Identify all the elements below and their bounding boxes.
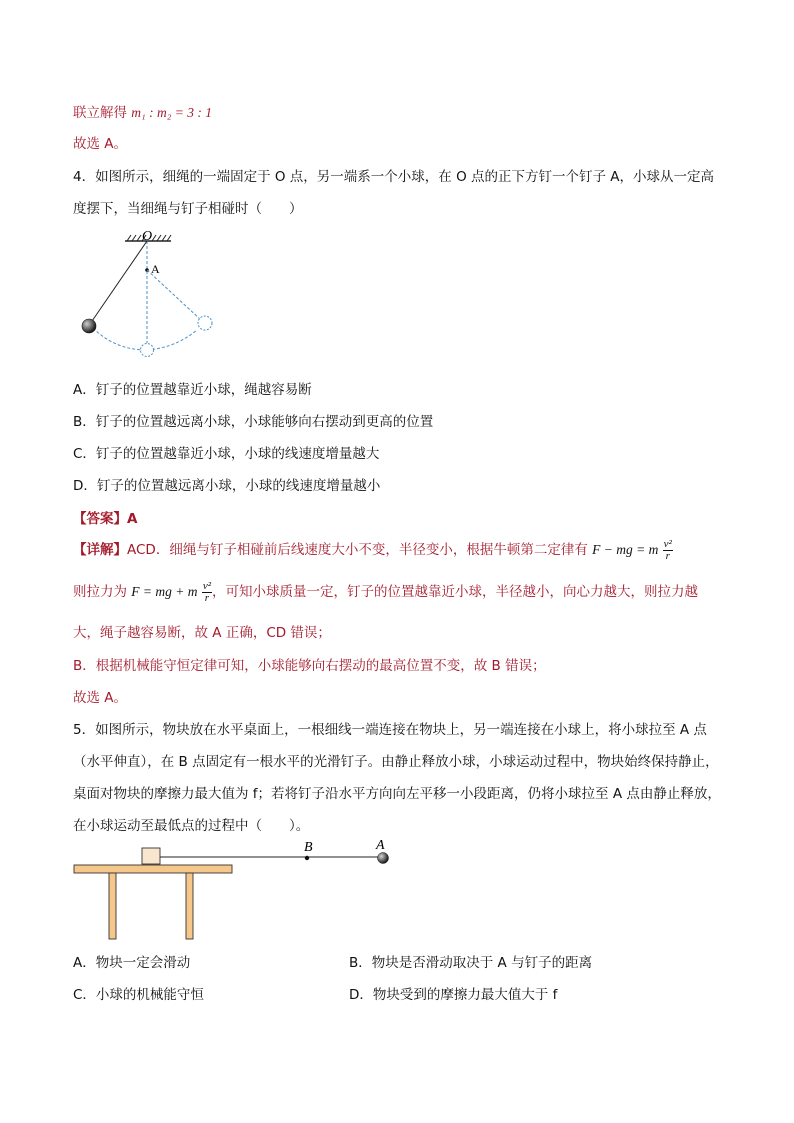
- q4-detail-line-2: [73, 580, 698, 604]
- q4-option-a: A．钉子的位置越靠近小球，绳越容易断: [73, 382, 312, 398]
- prev-line-1-label: 联立解得: [73, 105, 127, 121]
- string: [90, 241, 147, 324]
- prev-line-2: 故选 A。: [73, 136, 128, 152]
- frac-num: v²: [663, 537, 672, 550]
- fraction-v2-r-1: [663, 539, 673, 562]
- q4-stem-line-1: 4．如图所示，细绳的一端固定于 O 点，另一端系一个小球，在 O 点的正下方钉一个钉子 A，小球从一定高: [73, 169, 715, 185]
- prev-line-1: [73, 101, 212, 121]
- q5-stem-line-1: 5．如图所示，物块放在水平桌面上，一根细线一端连接在物块上，另一端连接在小球上，将小球拉至 A 点: [73, 722, 707, 738]
- q5-stem-line-3: 桌面对物块的摩擦力最大值为 f；若将钉子沿水平方向向左平移一小段距离，仍将小球拉至 A 点由静止释放，: [73, 786, 721, 802]
- ball: [378, 853, 389, 864]
- q4-option-b: B．钉子的位置越远离小球，小球能够向右摆动到更高的位置: [73, 414, 434, 430]
- frac-den: r: [204, 591, 210, 604]
- pendulum-figure: [75, 228, 225, 363]
- table-leg-left: [109, 873, 116, 939]
- detail-text-1: ACD．细绳与钉子相碰前后线速度大小不变，半径变小，根据牛顿第二定律有: [127, 542, 588, 558]
- q5-option-d: D．物块受到的摩擦力最大值大于 f: [349, 987, 558, 1003]
- shortened-string: [147, 270, 201, 320]
- frac-den: r: [665, 549, 670, 562]
- q4-detail-line-3: 大，绳子越容易断，故 A 正确，CD 错误；: [73, 625, 331, 641]
- ratio-formula: m₁ : m₂ = 3 : 1: [131, 105, 213, 120]
- ball-right-ghost: [198, 316, 212, 330]
- q4-detail-line-5: 故选 A。: [73, 690, 128, 706]
- table-figure: [72, 838, 402, 943]
- q4-answer: 【答案】A: [73, 511, 138, 527]
- label-A: A: [376, 838, 385, 853]
- formula-newton: F − mg = m: [592, 542, 659, 557]
- frac-num: v²: [202, 579, 211, 592]
- ball-bottom-ghost: [141, 344, 154, 357]
- q5-option-c: C．小球的机械能守恒: [73, 987, 204, 1003]
- table-top: [74, 865, 232, 873]
- q5-option-b: B．物块是否滑动取决于 A 与钉子的距离: [349, 955, 593, 971]
- fraction-v2-r-2: [202, 581, 212, 604]
- formula-tension: F = mg + m: [131, 584, 198, 599]
- label-B: B: [304, 840, 313, 855]
- detail-text-2-pre: 则拉力为: [73, 584, 127, 600]
- ball: [82, 319, 96, 333]
- detail-tag: 【详解】: [73, 542, 127, 558]
- nail-B: [305, 856, 309, 860]
- label-O: O: [142, 229, 153, 244]
- q4-detail-line-4: B．根据机械能守恒定律可知，小球能够向右摆动的最高位置不变，故 B 错误；: [73, 658, 546, 674]
- label-A: A: [151, 262, 160, 276]
- q4-option-c: C．钉子的位置越靠近小球，小球的线速度增量越大: [73, 446, 380, 462]
- q4-stem-line-2: 度摆下，当细绳与钉子相碰时（ ）: [73, 201, 303, 217]
- detail-text-2-post: ，可知小球质量一定，钉子的位置越靠近小球，半径越小，向心力越大，则拉力越: [212, 584, 698, 600]
- q4-detail-line-1: [73, 538, 673, 562]
- q4-option-d: D．钉子的位置越远离小球，小球的线速度增量越小: [73, 478, 381, 494]
- q5-stem-line-2: （水平伸直），在 B 点固定有一根水平的光滑钉子。由静止释放小球，小球运动过程中，物块始终保持静止，: [73, 754, 719, 770]
- table-leg-right: [186, 873, 193, 939]
- q5-option-a: A．物块一定会滑动: [73, 955, 191, 971]
- q5-stem-line-4: 在小球运动至最低点的过程中（ ）。: [73, 818, 310, 834]
- block: [142, 848, 160, 864]
